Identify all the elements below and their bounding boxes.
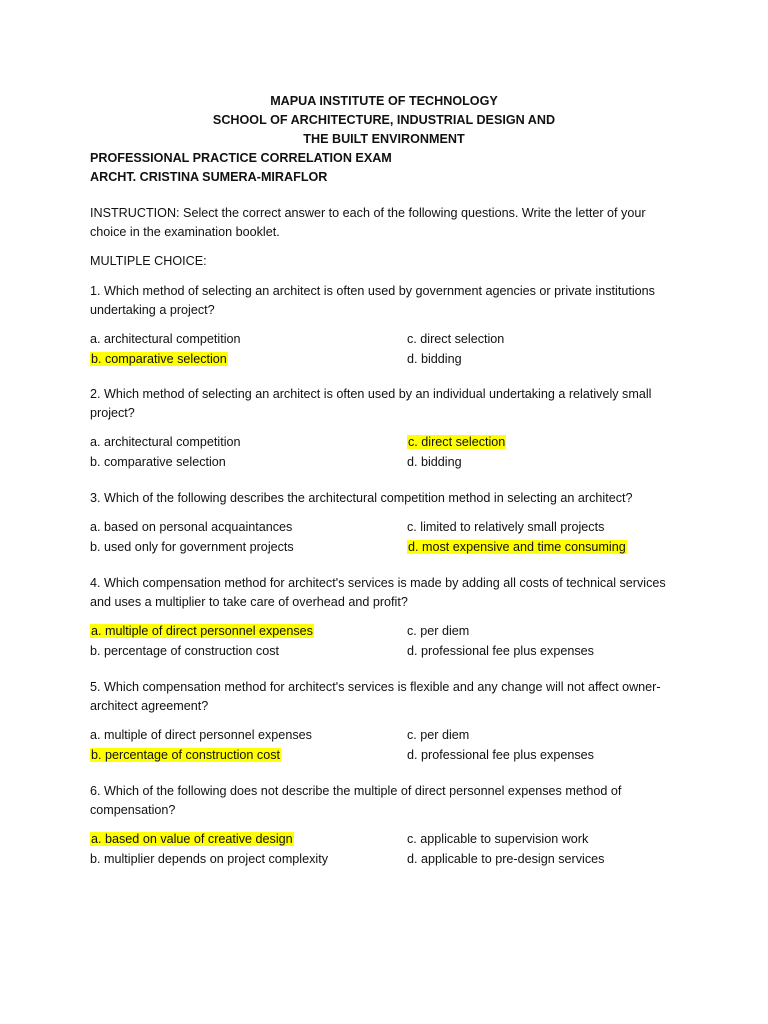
choice-d: d. bidding — [407, 351, 462, 366]
question-5 — [90, 678, 680, 765]
choice-b-answer: b. comparative selection — [91, 351, 227, 366]
question-6 — [90, 782, 680, 869]
choice-b: b. comparative selection — [90, 454, 226, 469]
choice-d: d. professional fee plus expenses — [407, 643, 594, 658]
instruction-text: INSTRUCTION: Select the correct answer to each of the following questions. Write the letter of your choice in the examination booklet. — [90, 206, 646, 239]
choices — [90, 622, 680, 661]
choices — [90, 433, 680, 472]
choice-b: b. percentage of construction cost — [90, 643, 280, 658]
choice-b-answer: b. percentage of construction cost — [91, 747, 281, 762]
choice-c: c. direct selection — [407, 332, 505, 346]
choice-c: c. per diem — [407, 728, 470, 742]
choice-a: a. architectural competition — [90, 332, 241, 346]
choice-c: c. applicable to supervision work — [407, 832, 589, 846]
choice-c: c. limited to relatively small projects — [407, 520, 605, 534]
choice-c-answer: c. direct selection — [408, 435, 506, 449]
document-header — [0, 92, 768, 149]
question-text: 2. Which method of selecting an architect is often used by an individual undertaking a relatively small project? — [90, 387, 652, 420]
school-name-line1: SCHOOL OF ARCHITECTURE, INDUSTRIAL DESIGN AND — [212, 113, 556, 127]
choices — [90, 830, 680, 869]
choices — [90, 518, 680, 557]
choice-a: a. multiple of direct personnel expenses — [90, 728, 312, 742]
exam-author: ARCHT. CRISTINA SUMERA-MIRAFLOR — [90, 170, 328, 184]
choice-d: d. applicable to pre-design services — [407, 851, 605, 866]
choice-a: a. architectural competition — [90, 435, 241, 449]
question-1 — [90, 282, 680, 369]
choice-a-answer: a. multiple of direct personnel expenses — [91, 624, 313, 638]
choices — [90, 330, 680, 369]
choice-a-answer: a. based on value of creative design — [91, 832, 293, 846]
choice-d-answer: d. most expensive and time consuming — [408, 539, 626, 554]
exam-title: PROFESSIONAL PRACTICE CORRELATION EXAM — [90, 151, 392, 165]
choice-d: d. professional fee plus expenses — [407, 747, 594, 762]
question-4 — [90, 574, 680, 661]
school-name-line2: THE BUILT ENVIRONMENT — [303, 132, 465, 146]
question-text: 6. Which of the following does not describe the multiple of direct personnel expenses method of compensation? — [90, 784, 622, 817]
choice-c: c. per diem — [407, 624, 470, 638]
question-text: 3. Which of the following describes the architectural competition method in selecting an architect? — [90, 491, 633, 505]
choice-a: a. based on personal acquaintances — [90, 520, 293, 534]
institution-name: MAPUA INSTITUTE OF TECHNOLOGY — [270, 94, 498, 108]
question-text: 5. Which compensation method for architect's services is flexible and any change will not affect owner-architect agreement? — [90, 680, 661, 713]
question-text: 4. Which compensation method for architect's services is made by adding all costs of technical services and uses a multiplier to take care of overhead and profit? — [90, 576, 666, 609]
exam-info — [90, 149, 392, 187]
section-label: MULTIPLE CHOICE: — [90, 254, 207, 268]
choice-b: b. used only for government projects — [90, 539, 294, 554]
question-3 — [90, 489, 680, 557]
choice-b: b. multiplier depends on project complexity — [90, 851, 329, 866]
question-2 — [90, 385, 680, 472]
choice-d: d. bidding — [407, 454, 462, 469]
choices — [90, 726, 680, 765]
question-text: 1. Which method of selecting an architect is often used by government agencies or private institutions undertaking a project? — [90, 284, 655, 317]
